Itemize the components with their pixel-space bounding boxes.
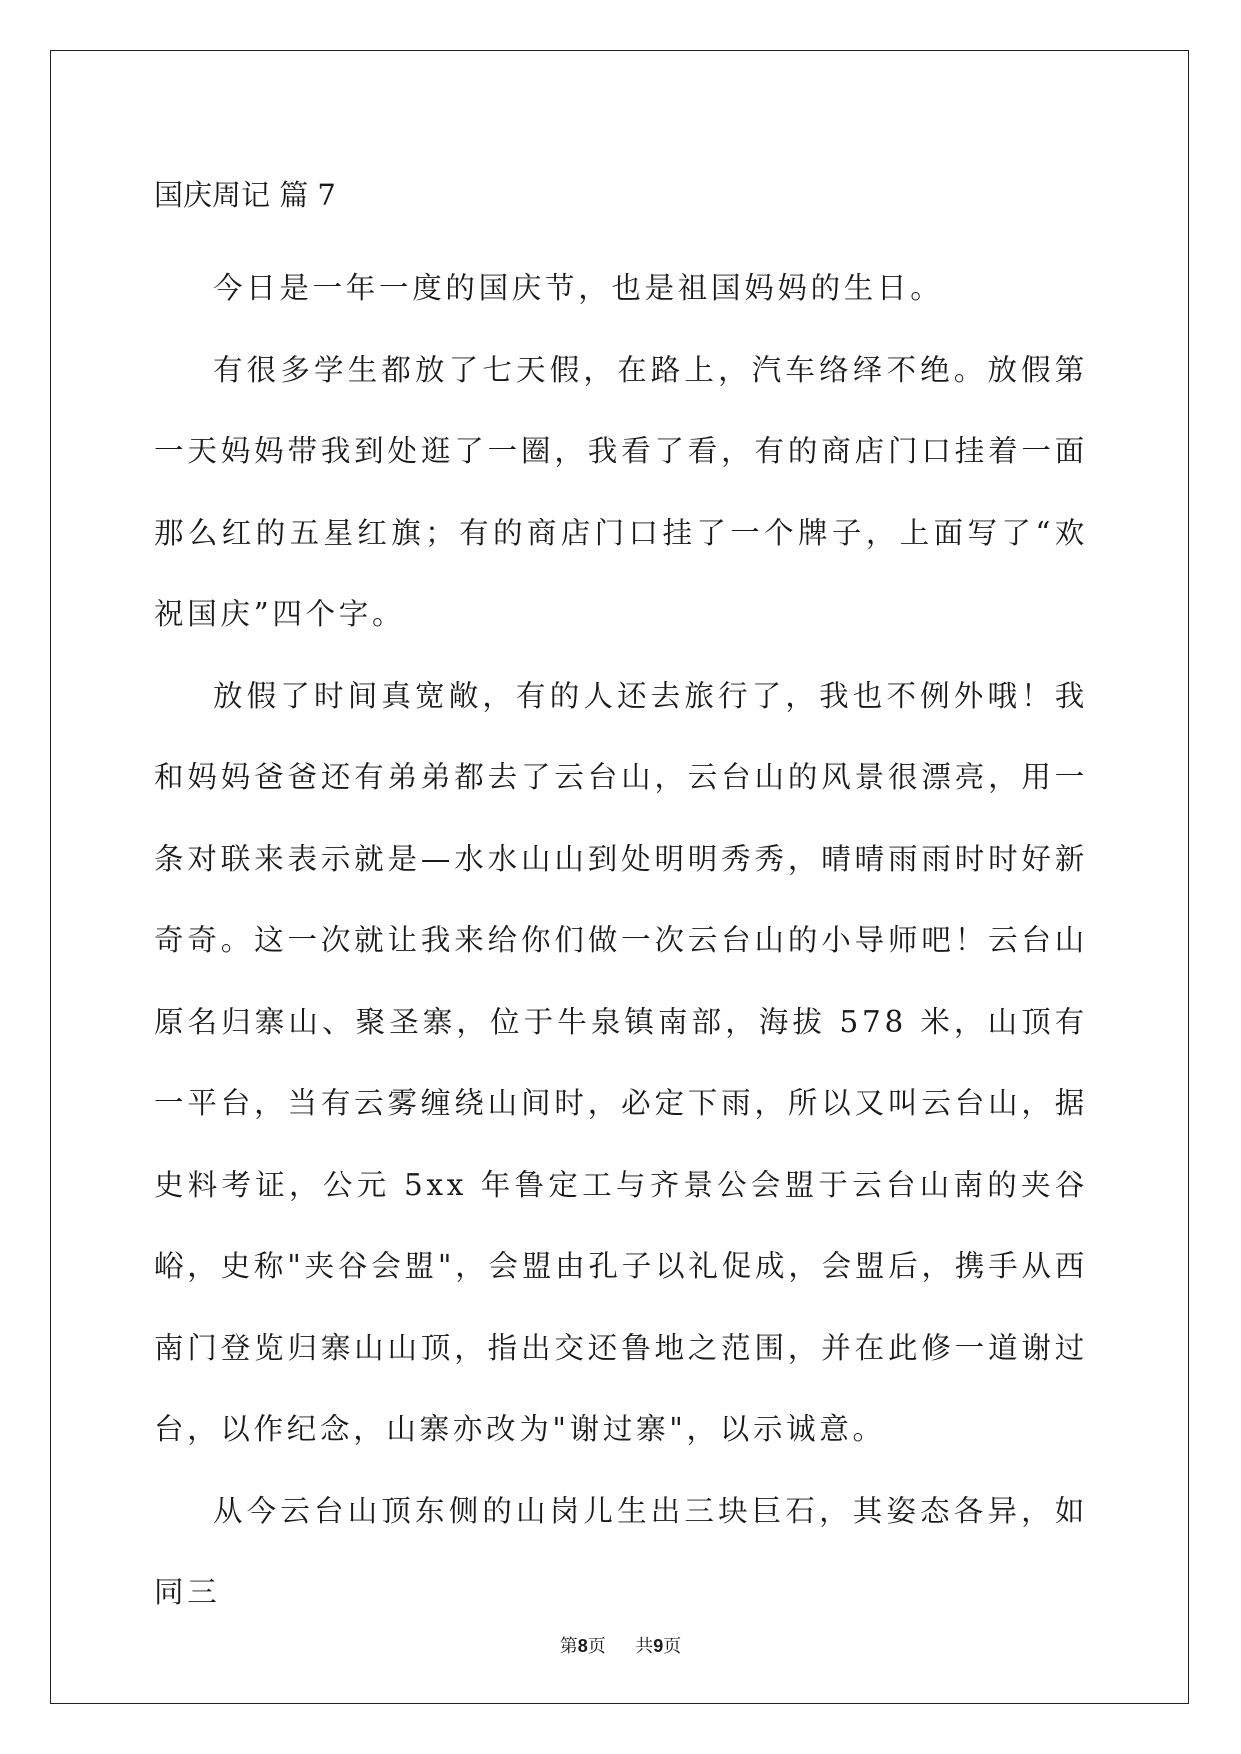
total-page-number: 9 xyxy=(653,1636,664,1656)
paragraph-4: 从今云台山顶东侧的山岗儿生出三块巨石，其姿态各异，如同三 xyxy=(154,1493,1088,1609)
section-heading: 国庆周记 篇 7 xyxy=(154,178,336,212)
current-page-number: 8 xyxy=(577,1636,588,1656)
paragraph-2: 有很多学生都放了七天假，在路上，汽车络绎不绝。放假第一天妈妈带我到处逛了一圈，我看了看，有的商店门口挂着一面那么红的五星红旗；有的商店门口挂了一个牌子，上面写了“欢祝国庆”四个字。 xyxy=(154,352,1088,631)
document-body xyxy=(154,166,1088,1634)
page-number-label: 第8页 xyxy=(559,1636,606,1657)
page-footer xyxy=(0,1634,1241,1659)
total-pages-label: 共9页 xyxy=(635,1636,682,1657)
paragraph-1: 今日是一年一度的国庆节，也是祖国妈妈的生日。 xyxy=(213,271,944,305)
paragraph-3: 放假了时间真宽敞，有的人还去旅行了，我也不例外哦！我和妈妈爸爸还有弟弟都去了云台山，云台山的风景很漂亮，用一条对联来表示就是—水水山山到处明明秀秀，晴晴雨雨时时好新奇奇。这一次就让我来给你们做一次云台山的小导师吧！云台山原名归寨山、聚圣寨，位于牛泉镇南部，海拔 578 米，山顶有一平台，当有云雾缠绕山间时，必定下雨，所以又叫云台山，据史料考证，公元 5xx 年鲁定工与齐景公会盟于云台山南的夹谷峪，史称"夹谷会盟"，会盟由孔子以礼促成，会盟后，携手从西南门登览归寨山山顶，指出交还鲁地之范围，并在此修一道谢过台，以作纪念，山寨亦改为"谢过寨"，以示诚意。 xyxy=(154,678,1088,1446)
